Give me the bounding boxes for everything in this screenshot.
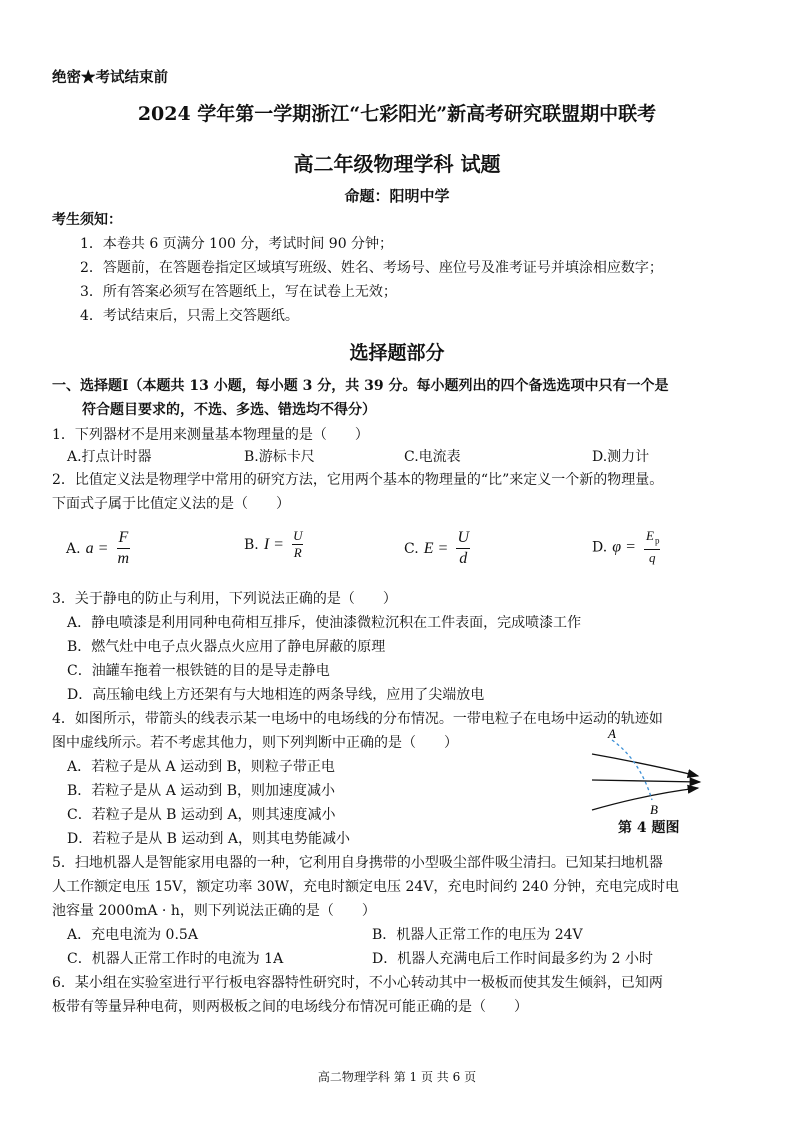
field-line-middle [592, 780, 700, 782]
q2-a-fraction [117, 528, 131, 569]
q4-figure [588, 724, 718, 839]
q1-option-c: C.电流表 [404, 449, 461, 465]
q5-stem-line1: 5．扫地机器人是智能家用电器的一种，它利用自身携带的小型吸尘部件吸尘清扫。已知某扫地机器 [52, 855, 663, 871]
q1-option-d: D.测力计 [592, 449, 650, 465]
q5-option-c: C．机器人正常工作时的电流为 1A [67, 951, 284, 967]
q2-c-label: C. [404, 541, 419, 557]
q3-option-b: B．燃气灶中电子点火器点火应用了静电屏蔽的原理 [67, 639, 386, 655]
notice-heading: 考生须知： [52, 212, 122, 228]
q2-c-lhs: E = [423, 540, 449, 557]
notice-item-1: 1．本卷共 6 页满分 100 分，考试时间 90 分钟； [80, 236, 394, 252]
q2-d-den: q [649, 549, 656, 565]
q2-a-lhs: a = [85, 540, 109, 557]
q2-a-den: m [117, 550, 130, 567]
q2-b-label: B. [244, 537, 259, 553]
notice-item-3: 3．所有答案必须写在答题纸上，写在试卷上无效； [80, 284, 397, 300]
q1-option-a: A.打点计时器 [67, 449, 152, 465]
q2-stem-line1: 2．比值定义法是物理学中常用的研究方法，它用两个基本的物理量的“比”来定义一个新的物理量。 [52, 472, 664, 488]
q2-c-fraction [456, 528, 470, 569]
q2-option-d [592, 528, 660, 566]
q2-c-den: d [459, 550, 468, 567]
label-a: A [608, 726, 616, 741]
q1-option-b: B.游标卡尺 [244, 449, 315, 465]
q4-figure-caption: 第 4 题图 [618, 820, 680, 836]
q2-d-num-sub: p [654, 535, 660, 546]
page-footer: 高二物理学科 第 1 页 共 6 页 [317, 1070, 477, 1084]
q2-d-fraction [644, 528, 660, 566]
q5-option-a: A．充电电流为 0.5A [67, 927, 198, 943]
q2-stem-line2: 下面式子属于比值定义法的是（ ） [52, 496, 290, 512]
q4-stem-line2: 图中虚线所示。若不考虑其他力，则下列判断中正确的是（ ） [52, 735, 458, 751]
q4-stem-line1: 4．如图所示，带箭头的线表示某一电场中的电场线的分布情况。一带电粒子在电场中运动的轨迹如 [52, 711, 663, 727]
notice-item-4: 4．考试结束后，只需上交答题纸。 [80, 308, 299, 324]
q5-option-b: B．机器人正常工作的电压为 24V [372, 927, 583, 943]
q4-option-a: A．若粒子是从 A 运动到 B，则粒子带正电 [67, 759, 335, 775]
q2-c-num: U [456, 528, 470, 549]
label-b: B [650, 802, 658, 817]
q2-d-num-main: E [646, 528, 654, 543]
q4-option-c: C．若粒子是从 B 运动到 A，则其速度减小 [67, 807, 336, 823]
section-title: 选择题部分 [349, 342, 445, 364]
q3-option-c: C．油罐车拖着一根铁链的目的是导走静电 [67, 663, 330, 679]
q2-b-fraction [292, 528, 303, 561]
q2-option-a [66, 528, 130, 569]
q2-b-den: R [293, 545, 302, 560]
q2-option-c [404, 528, 470, 569]
part1-heading-line1: 一、选择题Ⅰ（本题共 13 小题，每小题 3 分，共 39 分。每小题列出的四个备选选项中只有一个是 [52, 378, 669, 394]
particle-trajectory [612, 740, 652, 800]
q5-stem-line2: 人工作额定电压 15V，额定功率 30W，充电时额定电压 24V，充电时间约 240 分钟，充电完成时电 [52, 879, 680, 895]
q4-option-d: D．若粒子是从 B 运动到 A，则其电势能减小 [67, 831, 350, 847]
secret-label: 绝密★考试结束前 [52, 69, 168, 86]
q2-b-lhs: I = [263, 536, 284, 553]
q5-option-d: D．机器人充满电后工作时间最多约为 2 小时 [372, 951, 654, 967]
part1-heading-line2: 符合题目要求的，不选、多选、错选均不得分） [82, 402, 376, 418]
q2-a-num: F [117, 528, 131, 549]
q2-d-label: D. [592, 539, 608, 556]
exam-title: 2024 学年第一学期浙江“七彩阳光”新高考研究联盟期中联考 [137, 103, 657, 125]
q3-stem: 3．关于静电的防止与利用，下列说法正确的是（ ） [52, 591, 397, 607]
q3-option-d: D．高压输电线上方还架有与大地相连的两条导线，应用了尖端放电 [67, 687, 485, 703]
exam-author: 命题：阳明中学 [344, 187, 450, 205]
q4-option-b: B．若粒子是从 A 运动到 B，则加速度减小 [67, 783, 336, 799]
exam-subtitle: 高二年级物理学科 试题 [293, 152, 501, 176]
q2-a-label: A. [66, 541, 81, 557]
q6-stem-line1: 6．某小组在实验室进行平行板电容器特性研究时，不小心转动其中一极板而使其发生倾斜，已知两 [52, 975, 663, 991]
field-line-top [592, 754, 698, 776]
q2-d-lhs: φ = [612, 538, 636, 556]
q5-stem-line3: 池容量 2000mA · h，则下列说法正确的是（ ） [52, 903, 376, 919]
q1-stem: 1．下列器材不是用来测量基本物理量的是（ ） [52, 427, 369, 443]
q2-option-b [244, 528, 303, 561]
field-line-bottom [592, 788, 698, 810]
q3-option-a: A．静电喷漆是利用同种电荷相互排斥，使油漆微粒沉积在工件表面，完成喷漆工作 [67, 615, 582, 631]
q2-d-num [644, 528, 660, 550]
q2-b-num: U [293, 528, 303, 543]
notice-item-2: 2．答题前，在答题卷指定区域填写班级、姓名、考场号、座位号及准考证号并填涂相应数字； [80, 260, 663, 276]
q6-stem-line2: 板带有等量异种电荷，则两极板之间的电场线分布情况可能正确的是（ ） [52, 999, 528, 1015]
